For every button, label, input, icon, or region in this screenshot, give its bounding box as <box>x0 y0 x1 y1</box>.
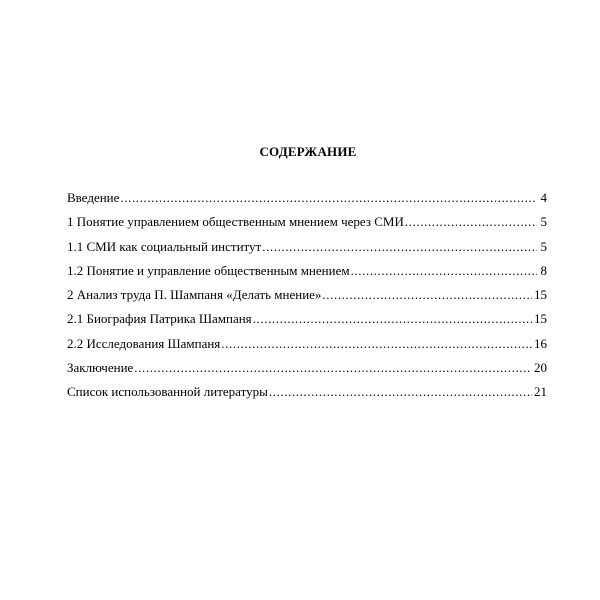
toc-leader-dots <box>322 287 532 303</box>
toc-entry-page: 21 <box>534 384 547 400</box>
toc-entry-section-2-2 <box>67 336 547 360</box>
toc-entry-label: 1.2 Понятие и управление общественным мнением <box>67 262 350 278</box>
toc-leader-dots <box>221 336 532 352</box>
toc-entry-bibliography <box>67 384 547 408</box>
toc-entry-chapter-1 <box>67 214 547 238</box>
toc-entry-label: Введение <box>67 190 120 205</box>
toc-entry-section-1-1 <box>67 239 547 263</box>
toc-leader-dots <box>351 263 537 279</box>
toc-entry-page: 16 <box>534 335 547 351</box>
toc-leader-dots <box>405 214 537 230</box>
table-of-contents <box>67 190 547 409</box>
toc-entry-page: 15 <box>534 287 547 303</box>
toc-entry-page: 5 <box>540 238 547 254</box>
toc-entry-page: 5 <box>540 214 547 230</box>
toc-entry-label: Заключение <box>67 360 134 376</box>
toc-entry-page: 8 <box>540 262 547 278</box>
toc-entry-chapter-2 <box>67 287 547 311</box>
toc-entry-page: 20 <box>534 360 547 376</box>
toc-entry-introduction <box>67 190 547 214</box>
toc-entry-label: 2 Анализ труда П. Шампаня «Делать мнение» <box>67 287 322 303</box>
toc-entry-label: Список использованной литературы <box>67 384 268 400</box>
toc-entry-label: 1 Понятие управлением общественным мнением через СМИ <box>67 214 404 230</box>
toc-entry-page: 15 <box>534 311 547 327</box>
toc-entry-page: 4 <box>540 190 547 205</box>
toc-leader-dots <box>269 384 532 400</box>
toc-leader-dots <box>120 190 537 206</box>
toc-leader-dots <box>262 239 537 255</box>
toc-title: СОДЕРЖАНИЕ <box>259 144 357 159</box>
toc-entry-label: 1.1 СМИ как социальный институт <box>67 238 262 254</box>
toc-entry-section-1-2 <box>67 263 547 287</box>
toc-leader-dots <box>134 360 532 376</box>
toc-entry-section-2-1 <box>67 311 547 335</box>
toc-entry-conclusion <box>67 360 547 384</box>
toc-entry-label: 2.2 Исследования Шампаня <box>67 335 221 351</box>
toc-leader-dots <box>253 311 532 327</box>
toc-entry-label: 2.1 Биография Патрика Шампаня <box>67 311 252 327</box>
